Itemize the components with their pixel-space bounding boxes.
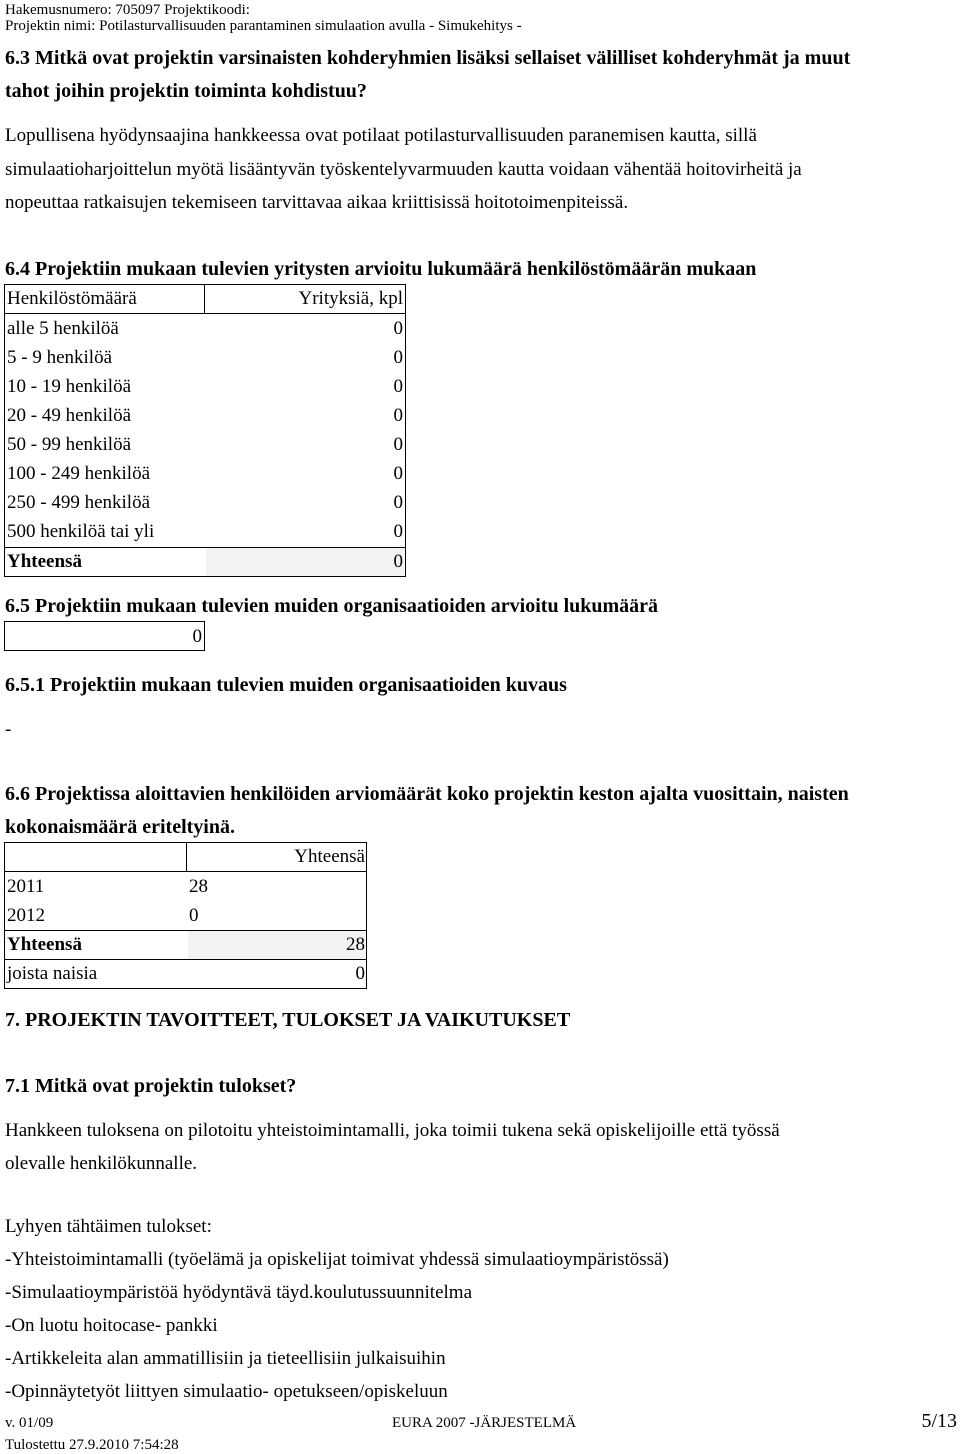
q65-title: 6.5 Projektiin mukaan tulevien muiden organisaatioiden arvioitu lukumäärä [5,595,659,617]
q65-value-box [4,621,205,651]
women-row-value: 0 [355,963,365,984]
result-list-item: -Artikkeleita alan ammatillisiin ja tieteellisiin julkaisuihin [5,1348,446,1369]
q63-body-line1: Lopullisena hyödynsaajina hankkeessa ovat potilaat potilasturvallisuuden paranemisen kautta, sillä [5,125,757,146]
q64-title: 6.4 Projektiin mukaan tulevien yritysten arvioitu lukumäärä henkilöstömäärän mukaan [5,258,757,280]
table-row-value: 0 [393,376,403,397]
table-row-label: 5 - 9 henkilöä [7,347,113,368]
result-list-item: -On luotu hoitocase- pankki [5,1315,218,1336]
table-total-label: Yhteensä [7,551,82,572]
q63-body-line3: nopeuttaa ratkaisujen tekemiseen tarvittavaa aikaa kriittisissä hoitotoimenpiteissä. [5,192,629,213]
header-application-number: Hakemusnumero: 705097 Projektikoodi: [5,2,250,18]
q66-title-line1: 6.6 Projektissa aloittavien henkilöiden arviomäärät koko projektin keston ajalta vuosittain, naisten [5,783,849,805]
q651-title: 6.5.1 Projektiin mukaan tulevien muiden organisaatioiden kuvaus [5,674,567,696]
table-row-value: 0 [393,405,403,426]
column-header-staff-count: Henkilöstömäärä [7,288,137,309]
q71-title: 7.1 Mitkä ovat projektin tulokset? [5,1075,297,1097]
table-total-value: 0 [393,551,403,572]
year-row-value: 0 [189,905,199,926]
total-cell-shading [206,548,404,576]
q651-text: - [5,719,12,740]
total-row-value: 28 [346,934,365,955]
table-row-label: 10 - 19 henkilöä [7,376,132,397]
q63-body-line2: simulaatioharjoittelun myötä lisääntyvän työskentelyvarmuuden kautta voidaan vähentää hoitovirheitä ja [5,159,802,180]
footer-version: v. 01/09 [5,1415,54,1431]
column-header-total: Yhteensä [294,846,365,867]
section7-title: 7. PROJEKTIN TAVOITTEET, TULOKSET JA VAIKUTUKSET [5,1009,571,1031]
result-list-item: -Opinnäytetyöt liittyen simulaatio- opetukseen/opiskeluun [5,1381,448,1402]
footer-system: EURA 2007 -JÄRJESTELMÄ [392,1415,577,1431]
table-row-value: 0 [393,318,403,339]
result-list-item: -Simulaatioympäristöä hyödyntävä täyd.koulutussuunnitelma [5,1282,473,1303]
table-row-label: alle 5 henkilöä [7,318,119,339]
women-row-label: joista naisia [7,963,98,984]
q71-p1-line1: Hankkeen tuloksena on pilotoitu yhteistoimintamalli, joka toimii tukena sekä opiskelijoille että työssä [5,1120,780,1141]
total-row-label: Yhteensä [7,934,82,955]
year-row-value: 28 [189,876,208,897]
column-header-companies: Yrityksiä, kpl [298,288,403,309]
year-row-label: 2011 [7,876,45,897]
table-row-label: 250 - 499 henkilöä [7,492,151,513]
table-row-label: 500 henkilöä tai yli [7,521,155,542]
header-project-name: Projektin nimi: Potilasturvallisuuden parantaminen simulaation avulla - Simukehitys - [5,18,522,34]
short-term-heading: Lyhyen tähtäimen tulokset: [5,1216,212,1237]
table-row-label: 100 - 249 henkilöä [7,463,151,484]
total-cell-shading [188,931,365,959]
table-header-cell [4,842,187,872]
table-row-value: 0 [393,492,403,513]
year-row-label: 2012 [7,905,45,926]
result-list-item: -Yhteistoimintamalli (työelämä ja opiskelijat toimivat yhdessä simulaatioympäristössä) [5,1249,669,1270]
table-row-value: 0 [393,434,403,455]
table-row-value: 0 [393,463,403,484]
footer-printed-timestamp: Tulostettu 27.9.2010 7:54:28 [5,1437,179,1453]
table-row-label: 20 - 49 henkilöä [7,405,132,426]
q65-value: 0 [192,626,202,647]
table-row-value: 0 [393,347,403,368]
q66-title-line2: kokonaismäärä eriteltyinä. [5,816,235,838]
q63-title-line1: 6.3 Mitkä ovat projektin varsinaisten kohderyhmien lisäksi sellaiset välilliset kohderyhmät ja muut [5,47,851,69]
q63-title-line2: tahot joihin projektin toiminta kohdistuu? [5,80,367,102]
table-row-label: 50 - 99 henkilöä [7,434,132,455]
footer-page-number: 5/13 [921,1410,957,1432]
table-row-value: 0 [393,521,403,542]
q71-p1-line2: olevalle henkilökunnalle. [5,1153,198,1174]
